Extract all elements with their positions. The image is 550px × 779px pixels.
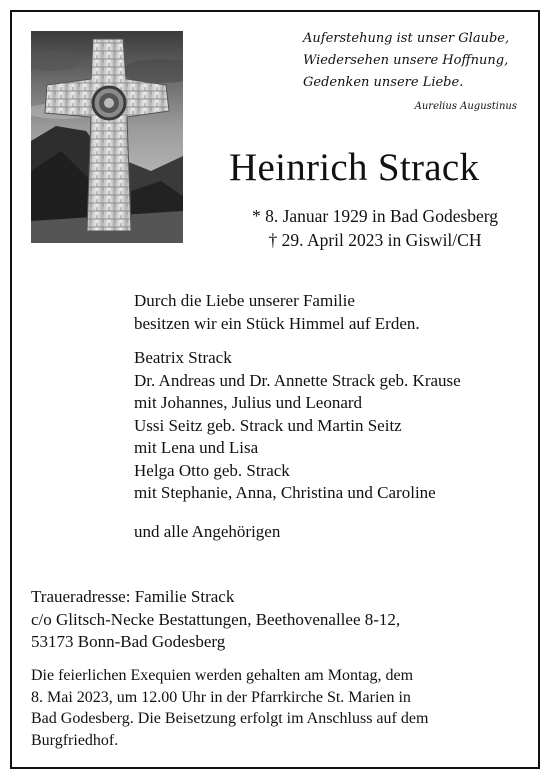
quote-line: Gedenken unsere Liebe. bbox=[303, 75, 464, 90]
intro-text bbox=[134, 290, 420, 335]
family-member: Helga Otto geb. Strack bbox=[134, 460, 290, 480]
life-dates bbox=[226, 204, 524, 252]
family-member: mit Johannes, Julius und Leonard bbox=[134, 393, 363, 412]
memorial-quote bbox=[303, 28, 523, 94]
service-line: Burgfriedhof. bbox=[31, 731, 119, 749]
quote-line: Auferstehung ist unser Glaube, bbox=[303, 31, 510, 46]
quote-line: Wiedersehen unsere Hoffnung, bbox=[303, 53, 509, 68]
quote-author: Aurelius Augustinus bbox=[414, 101, 517, 112]
service-line: 8. Mai 2023, um 12.00 Uhr in der Pfarrkirche St. Marien in bbox=[31, 688, 411, 706]
deceased-name: Heinrich Strack bbox=[229, 146, 480, 189]
address-line: c/o Glitsch-Necke Bestattungen, Beethovenallee 8-12, bbox=[31, 609, 401, 629]
address-line: Traueradresse: Familie Strack bbox=[31, 587, 235, 606]
intro-line: Durch die Liebe unserer Familie bbox=[134, 291, 355, 310]
service-info bbox=[31, 665, 428, 751]
death-date: † 29. April 2023 in Giswil/CH bbox=[268, 230, 482, 250]
family-member: mit Stephanie, Anna, Christina und Caroline bbox=[134, 483, 436, 502]
address-line: 53173 Bonn-Bad Godesberg bbox=[31, 632, 226, 651]
family-member: mit Lena und Lisa bbox=[134, 438, 259, 457]
intro-line: besitzen wir ein Stück Himmel auf Erden. bbox=[134, 313, 420, 333]
service-line: Bad Godesberg. Die Beisetzung erfolgt im Anschluss auf dem bbox=[31, 710, 429, 727]
family-member: Beatrix Strack bbox=[134, 348, 232, 367]
cross-image-icon bbox=[31, 31, 183, 243]
relatives-line: und alle Angehörigen bbox=[134, 522, 281, 541]
service-line: Die feierlichen Exequien werden gehalten am Montag, dem bbox=[31, 667, 414, 684]
family-member: Dr. Andreas und Dr. Annette Strack geb. Krause bbox=[134, 370, 461, 390]
stone-cross-photo bbox=[31, 31, 183, 243]
birth-date: * 8. Januar 1929 in Bad Godesberg bbox=[251, 206, 499, 226]
mourning-address bbox=[31, 586, 400, 654]
family-list bbox=[134, 347, 461, 505]
family-member: Ussi Seitz geb. Strack und Martin Seitz bbox=[134, 415, 402, 435]
